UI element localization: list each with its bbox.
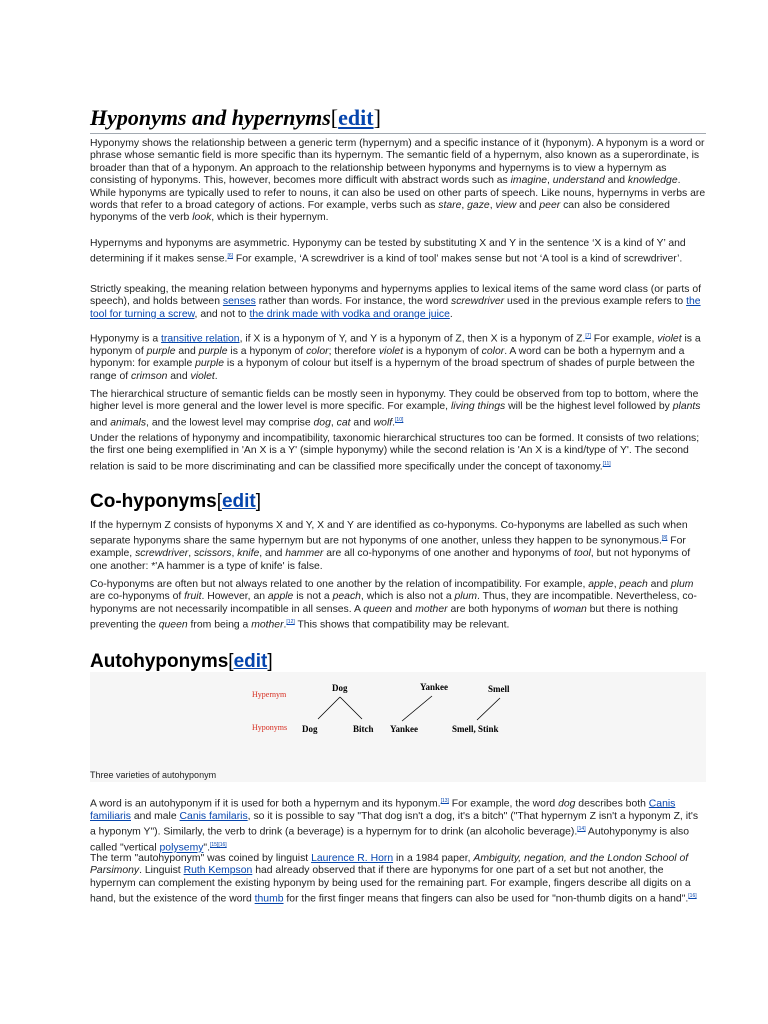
paragraph-autohyponym-definition bbox=[90, 795, 706, 855]
italic-text: violet bbox=[657, 333, 682, 345]
text: , bbox=[489, 200, 496, 212]
text: for the first finger means that fingers can also be used for "non-thumb digits on a hand". bbox=[283, 893, 689, 905]
italic-text: plum bbox=[670, 579, 694, 590]
italic-text: violet bbox=[378, 345, 404, 357]
italic-text: dog bbox=[313, 417, 331, 429]
text: is a hyponym of colour but itself is a hypernym of the broad spectrum of shades of purple between the range of bbox=[90, 358, 695, 382]
autohyponym-diagram bbox=[90, 672, 706, 768]
italic-text: knowledge bbox=[627, 175, 678, 187]
text: and bbox=[167, 370, 191, 382]
edit-section: [edit] bbox=[216, 491, 262, 512]
text: , bbox=[461, 200, 468, 212]
bottom-word-yankee: Yankee bbox=[390, 724, 419, 734]
bottom-word-dog: Dog bbox=[302, 724, 318, 734]
text: The term "autohyponym" was coined by linguist bbox=[90, 853, 312, 864]
text: Hyponymy shows the relationship between a generic term (hypernym) and a specific instance of it (hyponym). A hyponym is a word or phrase whose semantic field is more specific than its hypernym. The semantic field of a hypernym, also known as a superordinate, is broader than that of a hyponym. An approach to the relationship between hyponyms and hypernyms is to view a hypernym as consisting of hyponyms. This, however, becomes more difficult with abstract words such as bbox=[90, 138, 705, 187]
reference-link[interactable]: [8] bbox=[661, 535, 668, 542]
italic-text: color bbox=[481, 345, 505, 357]
italic-text: wolf bbox=[373, 417, 393, 429]
paragraph-taxonomy bbox=[90, 433, 706, 474]
text: , bbox=[330, 417, 337, 429]
reference-link[interactable]: [7] bbox=[585, 333, 591, 339]
italic-text: mother bbox=[251, 619, 284, 631]
paragraph-word-class bbox=[90, 284, 706, 321]
paragraph-transitive bbox=[90, 330, 706, 383]
bottom-word-bitch: Bitch bbox=[353, 724, 374, 734]
reference-link[interactable]: [13] bbox=[440, 798, 449, 804]
italic-text: tool bbox=[574, 548, 591, 560]
italic-text: scissors bbox=[193, 548, 232, 560]
italic-text: purple bbox=[146, 345, 176, 357]
italic-text: queen bbox=[363, 603, 393, 615]
tree-line bbox=[340, 697, 362, 719]
text: . A word can be both a hypernym and a hyponym: for example bbox=[90, 345, 685, 370]
italic-text: fruit bbox=[184, 591, 202, 603]
tree-line bbox=[402, 696, 432, 721]
text: , and not to bbox=[194, 308, 250, 320]
italic-text: apple bbox=[588, 579, 614, 590]
tree-line bbox=[318, 697, 340, 719]
italic-text: Ambiguity, negation, and the London School of Parsimony bbox=[90, 853, 689, 877]
italic-text: screwdriver bbox=[451, 296, 505, 308]
link-transitive-relation[interactable]: transitive relation bbox=[161, 333, 240, 345]
text: but there is nothing preventing the bbox=[90, 603, 679, 631]
italic-text: living things bbox=[450, 401, 506, 413]
text: Hyponymy is a bbox=[90, 333, 162, 345]
italic-text: woman bbox=[553, 603, 587, 615]
section-heading-cohyponyms bbox=[90, 490, 706, 514]
edit-link-hyponyms[interactable]: edit bbox=[338, 105, 374, 130]
text: , bbox=[231, 548, 238, 560]
text: is a hyponym of bbox=[227, 345, 307, 357]
text: and bbox=[647, 579, 671, 590]
edit-section: [edit] bbox=[330, 105, 381, 130]
text: in a 1984 paper, bbox=[393, 853, 474, 864]
text: If the hypernym Z consists of hyponyms X and Y, X and Y are identified as co-hyponyms. Co-hyponyms are labelled as such when separate hyponyms share the same hypernym but are not hyponyms of one another, unless they happen to be synonymous. bbox=[90, 520, 688, 547]
link-screwdriver-drink[interactable]: the drink made with vodka and orange juice bbox=[249, 308, 450, 320]
paragraph-hyponymy-definition bbox=[90, 138, 706, 225]
text: . Thus, they are incompatible. Nevertheless, co-hyponyms are not necessarily incompatible in all senses. A bbox=[90, 591, 697, 615]
text: A word is an autohyponym if it is used for both a hypernym and its hyponym. bbox=[90, 798, 441, 810]
text: had already observed that if there are hyponyms for one part of a set but not another, the hypernym can complement the existing hyponym by being used for the remaining part. For example, fingers describe all digits on a hand, but the existence of the word bbox=[90, 865, 691, 905]
text: are both hyponyms of bbox=[447, 603, 554, 615]
italic-text: plum bbox=[454, 591, 478, 603]
edit-link-autohyponyms[interactable]: edit bbox=[233, 651, 268, 672]
text: . bbox=[283, 619, 287, 631]
bottom-word-smell-stink: Smell, Stink bbox=[452, 724, 499, 734]
reference-link[interactable]: [11] bbox=[602, 460, 611, 467]
text: . While hyponyms are typically used to refer to nouns, it can also be used on other parts of speech. Like nouns, hypernyms in verbs are words that refer to a broad category of actions. For example, verbs such as bbox=[90, 175, 706, 212]
text: . Linguist bbox=[139, 865, 184, 877]
italic-text: apple bbox=[267, 591, 294, 603]
text: are all co-hyponyms of one another and hyponyms of bbox=[323, 548, 575, 560]
italic-text: gaze bbox=[467, 200, 490, 212]
text: will be the highest level followed by bbox=[505, 401, 673, 413]
text: and bbox=[392, 603, 416, 615]
text: and male bbox=[131, 810, 180, 822]
text: Hypernyms and hyponyms are asymmetric. Hyponymy can be tested by substituting X and Y in the sentence ‘X is a kind of Y’ and determining if it makes sense. bbox=[90, 238, 686, 265]
italic-text: queen bbox=[158, 619, 188, 631]
text: is a hyponym of bbox=[90, 333, 701, 357]
text: This shows that compatibility may be relevant. bbox=[294, 619, 510, 631]
italic-text: peach bbox=[619, 579, 648, 590]
text: describes both bbox=[575, 798, 649, 810]
top-word-smell: Smell bbox=[488, 684, 510, 694]
text: , if X is a hyponym of Y, and Y is a hyponym of Z, then X is a hyponym of Z. bbox=[239, 333, 586, 345]
paragraph-cohyponyms-definition bbox=[90, 520, 706, 573]
link-senses[interactable]: senses bbox=[222, 296, 256, 308]
text: rather than words. For instance, the word bbox=[255, 296, 452, 308]
text: , but not hyponyms of one another: *'A hammer is a type of knife' is false. bbox=[90, 548, 691, 572]
reference-link[interactable]: [12] bbox=[286, 619, 295, 626]
text: For example, the word bbox=[448, 798, 559, 810]
paragraph-hierarchy bbox=[90, 389, 706, 430]
reference-link[interactable]: [6] bbox=[227, 253, 234, 260]
italic-text: crimson bbox=[131, 370, 168, 382]
text: . bbox=[214, 370, 218, 382]
label-hyponyms: Hyponyms bbox=[252, 723, 288, 732]
text: and bbox=[516, 200, 540, 212]
text: from being a bbox=[187, 619, 252, 631]
text: . However, an bbox=[201, 591, 268, 603]
italic-text: peer bbox=[539, 200, 561, 212]
text: and bbox=[90, 417, 111, 429]
reference-link[interactable]: [10] bbox=[395, 416, 404, 423]
italic-text: purple bbox=[198, 345, 228, 357]
italic-text: mother bbox=[415, 603, 448, 615]
text: . bbox=[392, 417, 396, 429]
text: and bbox=[175, 345, 199, 357]
figure-caption: Three varieties of autohyponym bbox=[90, 770, 217, 780]
text: For example, bbox=[90, 535, 686, 560]
link-canis-familiaris[interactable]: Canis familiaris bbox=[90, 798, 676, 822]
autohyponym-figure bbox=[90, 672, 706, 782]
text: For example, bbox=[590, 333, 658, 345]
text: Strictly speaking, the meaning relation between hyponyms and hypernyms applies to lexical items of the same word class (or parts of speech), and holds between bbox=[90, 284, 702, 308]
italic-text: stare bbox=[438, 200, 462, 212]
text: is a hyponym of bbox=[403, 345, 482, 357]
italic-text: look bbox=[192, 212, 212, 224]
text: . bbox=[449, 308, 453, 320]
italic-text: plants bbox=[672, 401, 701, 413]
text: ; therefore bbox=[328, 345, 379, 357]
italic-text: color bbox=[306, 345, 329, 357]
tree-line bbox=[477, 698, 500, 720]
link-thumb[interactable]: thumb bbox=[254, 893, 284, 905]
top-word-dog: Dog bbox=[332, 683, 348, 693]
italic-text: purple bbox=[195, 358, 224, 370]
top-word-yankee: Yankee bbox=[420, 682, 449, 692]
paragraph-incompatibility bbox=[90, 579, 706, 632]
section-title: Hyponyms and hypernyms bbox=[90, 105, 331, 130]
section-heading-autohyponyms bbox=[90, 650, 706, 674]
text: Autohyponymy is also called "vertical bbox=[90, 826, 689, 854]
text: can also be considered hyponyms of the verb bbox=[90, 200, 670, 224]
text: is not a bbox=[293, 591, 333, 603]
text: , bbox=[188, 548, 194, 560]
label-hypernym: Hypernym bbox=[252, 690, 287, 699]
italic-text: dog bbox=[558, 798, 576, 810]
reference-link[interactable]: [16] bbox=[688, 893, 697, 900]
text: Co-hyponyms are often but not always related to one another by the relation of incompatibility. For example, bbox=[90, 579, 589, 590]
link-screwdriver-tool[interactable]: the tool for turning a screw bbox=[90, 296, 701, 320]
italic-text: understand bbox=[552, 175, 605, 187]
reference-link[interactable]: [15][16] bbox=[210, 842, 227, 849]
text: used in the previous example refers to bbox=[504, 296, 687, 308]
reference-link[interactable]: [14] bbox=[577, 826, 586, 833]
section-title: Co-hyponyms bbox=[90, 491, 217, 512]
italic-text: animals bbox=[110, 417, 147, 429]
link-laurence-horn[interactable]: Laurence R. Horn bbox=[311, 853, 394, 864]
text: For example, ‘A screwdriver is a kind of tool’ makes sense but not ‘A tool is a kind of screwdriver’. bbox=[233, 253, 683, 265]
link-canis-familaris[interactable]: Canis familaris bbox=[179, 810, 248, 822]
text: and bbox=[350, 417, 374, 429]
italic-text: hammer bbox=[285, 548, 324, 560]
italic-text: peach bbox=[332, 591, 361, 603]
text: , and bbox=[259, 548, 286, 560]
text: , bbox=[613, 579, 620, 590]
edit-section: [edit] bbox=[228, 651, 273, 672]
text: are co-hyponyms of bbox=[90, 591, 185, 603]
italic-text: view bbox=[495, 200, 517, 212]
section-title: Autohyponyms bbox=[90, 651, 229, 672]
text: The hierarchical structure of semantic fields can be mostly seen in hyponymy. They could be observed from top to bottom, where the higher level is more general and the lower level is more specific. For example, bbox=[90, 389, 699, 413]
section-heading-hyponyms bbox=[90, 104, 706, 134]
link-polysemy[interactable]: polysemy bbox=[159, 842, 204, 854]
text: , and the lowest level may comprise bbox=[146, 417, 314, 429]
paragraph-autohyponym-term bbox=[90, 853, 706, 906]
text: and bbox=[604, 175, 628, 187]
edit-link-cohyponyms[interactable]: edit bbox=[221, 491, 256, 512]
text: Under the relations of hyponymy and incompatibility, taxonomic hierarchical structures too can be formed. It consists of two relations; the first one being exemplified in 'An X is a Y' (simple hyponymy) while the second relation is 'An X is a kind/type of Y'. The second relation is said to be more discriminating and can be classified more specifically under the concept of taxonomy. bbox=[90, 433, 700, 473]
text: ". bbox=[203, 842, 210, 854]
text: , which is also not a bbox=[360, 591, 455, 603]
text: , so it is possible to say "That dog isn't a dog, it's a bitch" ("That hypernym Z isn't a hyponym Z, it's a hyponym Y"). Similarly, the verb to drink (a beverage) is a hypernym for to drink (an alcoholic beverage). bbox=[90, 810, 699, 838]
italic-text: knife bbox=[237, 548, 260, 560]
link-ruth-kempson[interactable]: Ruth Kempson bbox=[183, 865, 253, 877]
italic-text: screwdriver bbox=[135, 548, 189, 560]
italic-text: violet bbox=[190, 370, 215, 382]
italic-text: imagine bbox=[510, 175, 548, 187]
text: , bbox=[547, 175, 553, 187]
paragraph-asymmetry bbox=[90, 238, 706, 266]
italic-text: cat bbox=[336, 417, 351, 429]
text: , which is their hypernym. bbox=[211, 212, 329, 224]
